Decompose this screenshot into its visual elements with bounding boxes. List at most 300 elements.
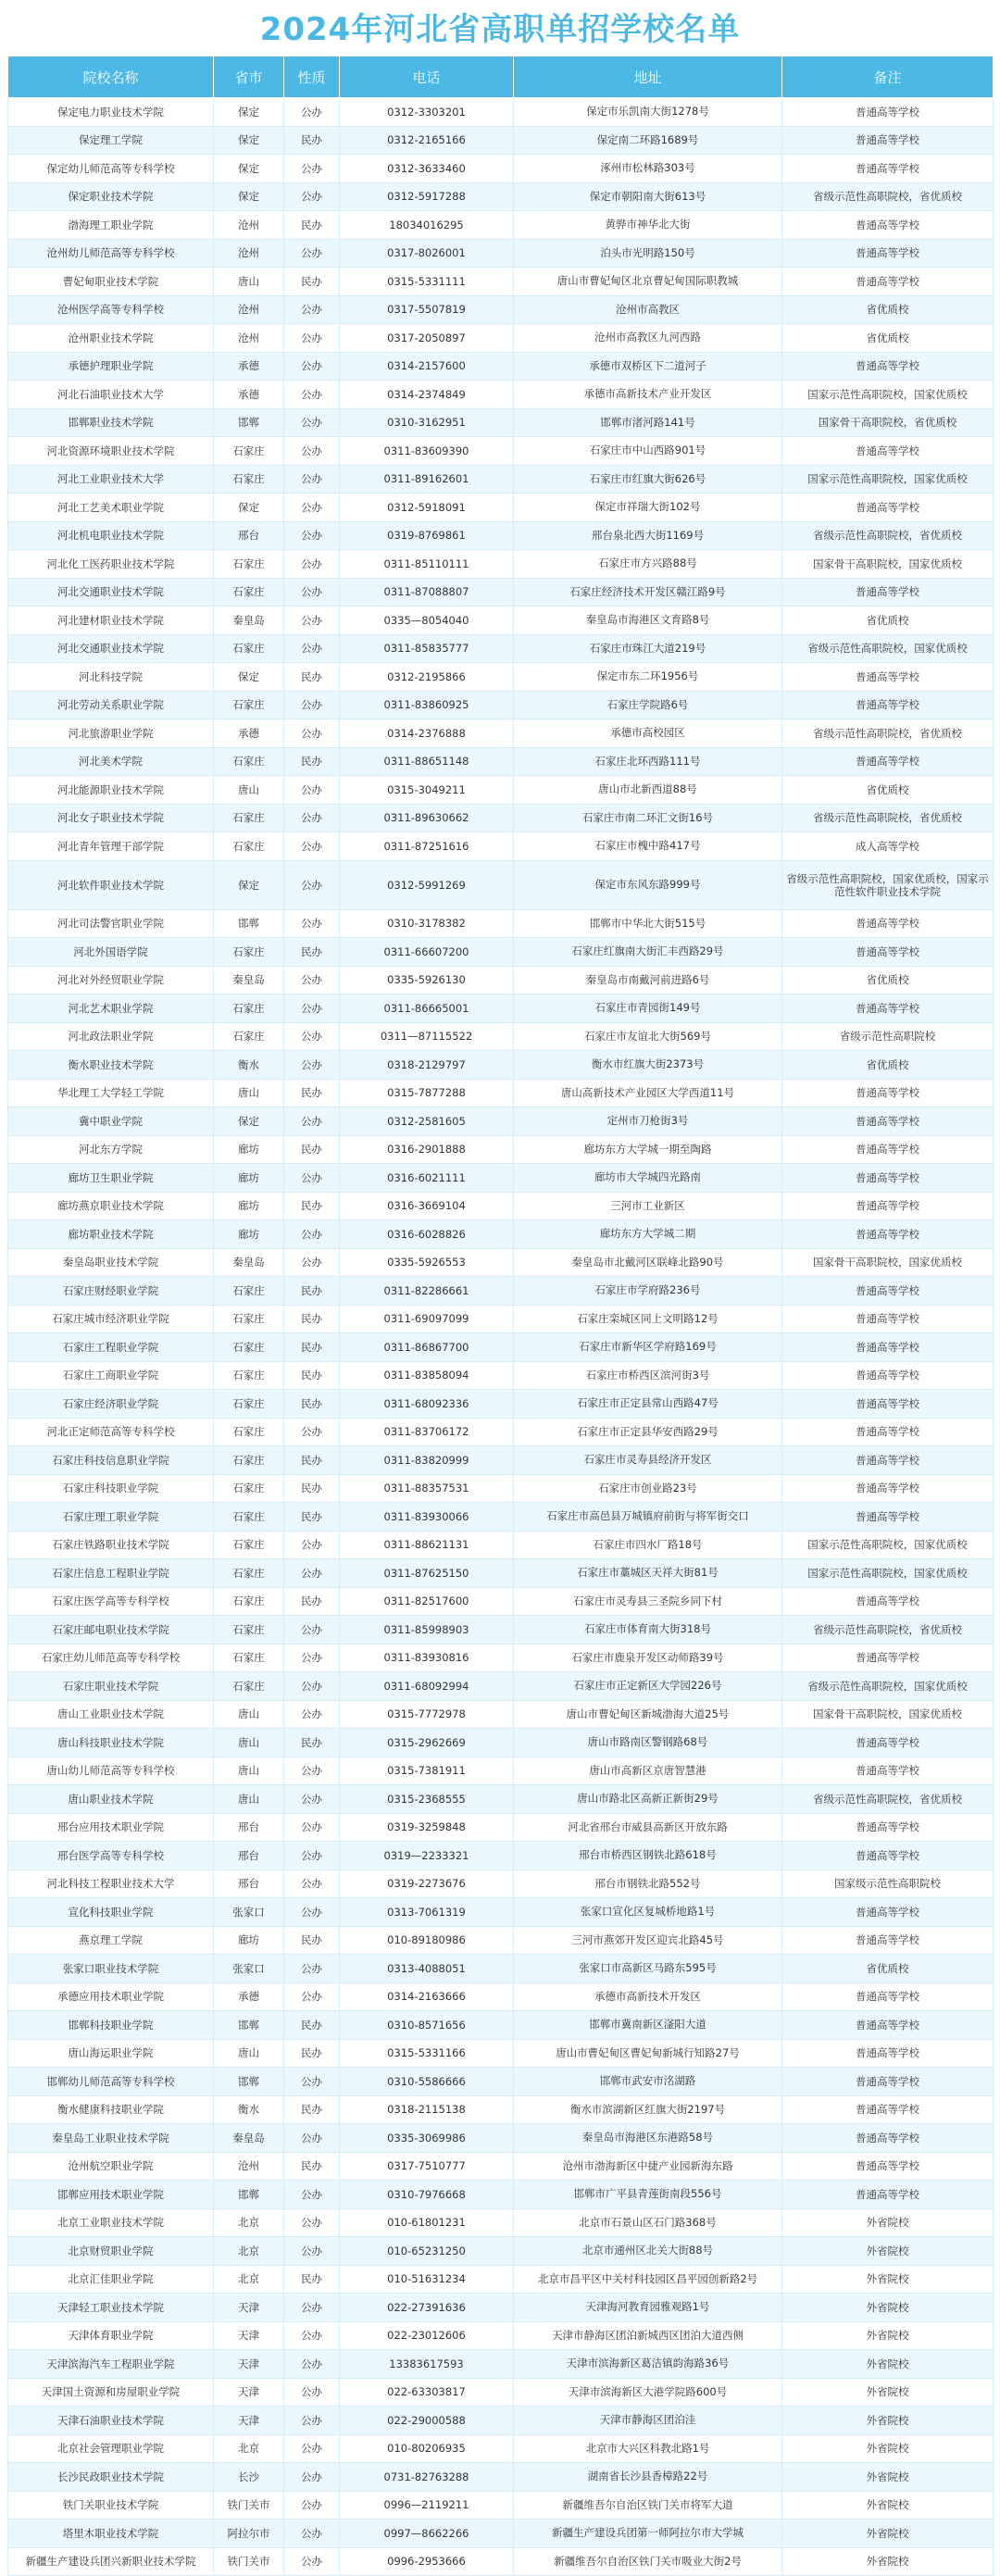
cell-address: 承德市双桥区下二道河子 — [514, 352, 782, 381]
cell-phone: 0312-5991269 — [340, 860, 514, 909]
cell-note: 普通高等学校 — [782, 2181, 994, 2209]
cell-address: 邯郸市武安市洺湖路 — [514, 2068, 782, 2096]
cell-school-name: 石家庄科技信息职业学院 — [8, 1446, 214, 1475]
cell-school-name: 秦皇岛工业职业技术学院 — [8, 2124, 214, 2153]
cell-city: 石家庄 — [214, 1022, 284, 1051]
cell-city: 沧州 — [214, 295, 284, 324]
cell-phone: 0314-2376888 — [340, 719, 514, 748]
table-row — [8, 909, 994, 938]
cell-school-name: 衡水健康科技职业学院 — [8, 2095, 214, 2124]
header-phone: 电话 — [340, 56, 514, 98]
cell-phone: 0335-5926553 — [340, 1248, 514, 1277]
cell-school-name: 河北工业职业技术大学 — [8, 465, 214, 494]
cell-address: 石家庄市南二环汇文街16号 — [514, 804, 782, 832]
cell-city: 邯郸 — [214, 2181, 284, 2209]
cell-address: 北京市通州区北关大街88号 — [514, 2237, 782, 2266]
cell-city: 唐山 — [214, 1700, 284, 1729]
table-row — [8, 1559, 994, 1588]
cell-address: 唐山市曹妃甸区新城渤海大道25号 — [514, 1700, 782, 1729]
cell-note: 国家骨干高职院校，国家优质校 — [782, 550, 994, 579]
cell-address: 唐山市高新区京唐智慧港 — [514, 1757, 782, 1785]
cell-note: 普通高等学校 — [782, 1757, 994, 1785]
table-row — [8, 1051, 994, 1080]
cell-school-name: 衡水职业技术学院 — [8, 1051, 214, 1080]
cell-phone: 0310-5586666 — [340, 2068, 514, 2096]
cell-note: 国家示范性高职院校，国家优质校 — [782, 465, 994, 494]
cell-address: 石家庄栾城区同上文明路12号 — [514, 1305, 782, 1333]
cell-type: 公办 — [284, 776, 340, 805]
cell-phone: 13383617593 — [340, 2350, 514, 2379]
cell-address: 唐山市曹妃甸区北京曹妃甸国际职教城 — [514, 268, 782, 296]
cell-address: 邢台泉北西大街1169号 — [514, 521, 782, 550]
cell-city: 石家庄 — [214, 578, 284, 606]
cell-note: 外省院校 — [782, 2237, 994, 2266]
cell-address: 涿州市松林路303号 — [514, 155, 782, 183]
table-row — [8, 1390, 994, 1419]
cell-type: 民办 — [284, 1305, 340, 1333]
table-row — [8, 2350, 994, 2379]
cell-type: 公办 — [284, 2321, 340, 2350]
table-row — [8, 747, 994, 776]
cell-phone: 0312-2195866 — [340, 663, 514, 692]
cell-city: 石家庄 — [214, 691, 284, 719]
table-row — [8, 2095, 994, 2124]
cell-phone: 0312-5918091 — [340, 494, 514, 522]
cell-school-name: 邢台医学高等专科学校 — [8, 1842, 214, 1870]
cell-city: 保定 — [214, 663, 284, 692]
cell-city: 阿拉尔市 — [214, 2520, 284, 2548]
cell-city: 保定 — [214, 1107, 284, 1136]
cell-type: 公办 — [284, 1898, 340, 1927]
cell-type: 公办 — [284, 1022, 340, 1051]
cell-address: 石家庄市创业路23号 — [514, 1474, 782, 1503]
cell-type: 公办 — [284, 381, 340, 409]
cell-school-name: 河北外国语学院 — [8, 938, 214, 967]
cell-school-name: 河北建材职业技术学院 — [8, 606, 214, 635]
cell-type: 民办 — [284, 747, 340, 776]
cell-address: 承德市高新技术产业开发区 — [514, 381, 782, 409]
table-row — [8, 1587, 994, 1616]
cell-type: 公办 — [284, 1955, 340, 1983]
cell-city: 铁门关市 — [214, 2547, 284, 2576]
cell-phone: 0311-87088807 — [340, 578, 514, 606]
cell-address: 石家庄红旗南大街汇丰西路29号 — [514, 938, 782, 967]
cell-note: 普通高等学校 — [782, 1813, 994, 1842]
cell-school-name: 石家庄工程职业学院 — [8, 1333, 214, 1362]
cell-phone: 0318-2115138 — [340, 2095, 514, 2124]
table-row — [8, 437, 994, 466]
cell-school-name: 河北机电职业技术学院 — [8, 521, 214, 550]
cell-note: 外省院校 — [782, 2547, 994, 2576]
cell-type: 公办 — [284, 909, 340, 938]
cell-city: 沧州 — [214, 2152, 284, 2181]
cell-type: 公办 — [284, 1107, 340, 1136]
table-row — [8, 2124, 994, 2153]
cell-type: 公办 — [284, 1785, 340, 1814]
cell-phone: 0319-2273676 — [340, 1869, 514, 1898]
cell-note: 普通高等学校 — [782, 1587, 994, 1616]
cell-type: 公办 — [284, 550, 340, 579]
table-row — [8, 2378, 994, 2407]
cell-address: 邯郸市广平县青莲街南段556号 — [514, 2181, 782, 2209]
cell-type: 民办 — [284, 938, 340, 967]
cell-city: 沧州 — [214, 324, 284, 353]
table-body — [8, 98, 994, 2576]
cell-city: 石家庄 — [214, 437, 284, 466]
cell-city: 铁门关市 — [214, 2491, 284, 2520]
cell-note: 普通高等学校 — [782, 1982, 994, 2011]
cell-phone: 0319—2233321 — [340, 1842, 514, 1870]
cell-type: 公办 — [284, 860, 340, 909]
cell-school-name: 沧州幼儿师范高等专科学校 — [8, 239, 214, 268]
cell-phone: 0311-82286661 — [340, 1277, 514, 1306]
cell-address: 石家庄市藁城区天祥大街81号 — [514, 1559, 782, 1588]
table-row — [8, 1700, 994, 1729]
cell-address: 石家庄北环西路111号 — [514, 747, 782, 776]
cell-address: 张家口宣化区复城桥地路1号 — [514, 1898, 782, 1927]
cell-address: 石家庄市桥西区滨河街3号 — [514, 1361, 782, 1390]
table-row — [8, 324, 994, 353]
cell-address: 北京市昌平区中关村科技园区昌平园创新路2号 — [514, 2265, 782, 2294]
cell-city: 石家庄 — [214, 747, 284, 776]
cell-type: 民办 — [284, 1390, 340, 1419]
cell-school-name: 河北旅游职业学院 — [8, 719, 214, 748]
cell-city: 石家庄 — [214, 1333, 284, 1362]
cell-school-name: 河北资源环境职业技术学院 — [8, 437, 214, 466]
cell-address: 秦皇岛市海港区东港路58号 — [514, 2124, 782, 2153]
cell-note: 外省院校 — [782, 2208, 994, 2237]
table-row — [8, 1135, 994, 1164]
cell-note: 国家骨干高职院校，国家优质校 — [782, 1248, 994, 1277]
cell-address: 天津市滨海新区葛洁镇韵海路36号 — [514, 2350, 782, 2379]
cell-city: 邯郸 — [214, 2068, 284, 2096]
table-row — [8, 691, 994, 719]
cell-phone: 0996—2119211 — [340, 2491, 514, 2520]
cell-note: 普通高等学校 — [782, 1503, 994, 1532]
cell-address: 邢台市钢铁北路552号 — [514, 1869, 782, 1898]
cell-note: 外省院校 — [782, 2463, 994, 2492]
cell-city: 石家庄 — [214, 1559, 284, 1588]
cell-school-name: 石家庄财经职业学院 — [8, 1277, 214, 1306]
cell-type: 公办 — [284, 691, 340, 719]
cell-note: 普通高等学校 — [782, 268, 994, 296]
table-row — [8, 1982, 994, 2011]
cell-note: 省级示范性高职院校，省优质校 — [782, 1785, 994, 1814]
cell-school-name: 石家庄工商职业学院 — [8, 1361, 214, 1390]
cell-school-name: 华北理工大学轻工学院 — [8, 1079, 214, 1107]
cell-phone: 010-65231250 — [340, 2237, 514, 2266]
cell-school-name: 石家庄经济职业学院 — [8, 1390, 214, 1419]
cell-address: 湖南省长沙县香樟路22号 — [514, 2463, 782, 2492]
cell-note: 普通高等学校 — [782, 1164, 994, 1193]
table-row — [8, 1361, 994, 1390]
cell-school-name: 长沙民政职业技术学院 — [8, 2463, 214, 2492]
cell-phone: 0315-5331166 — [340, 2039, 514, 2068]
cell-note: 普通高等学校 — [782, 1446, 994, 1475]
cell-phone: 022-23012606 — [340, 2321, 514, 2350]
cell-city: 邢台 — [214, 1869, 284, 1898]
cell-type: 民办 — [284, 268, 340, 296]
cell-note: 外省院校 — [782, 2378, 994, 2407]
table-row — [8, 776, 994, 805]
cell-school-name: 邯郸幼儿师范高等专科学校 — [8, 2068, 214, 2096]
cell-phone: 0311-87625150 — [340, 1559, 514, 1588]
cell-phone: 0731-82763288 — [340, 2463, 514, 2492]
cell-note: 国家示范性高职院校，国家优质校 — [782, 1531, 994, 1559]
cell-city: 邯郸 — [214, 909, 284, 938]
table-row — [8, 408, 994, 437]
cell-phone: 0315-5331111 — [340, 268, 514, 296]
cell-phone: 0311-88651148 — [340, 747, 514, 776]
cell-address: 石家庄经济技术开发区赣江路9号 — [514, 578, 782, 606]
cell-school-name: 曹妃甸职业技术学院 — [8, 268, 214, 296]
cell-phone: 0311-86665001 — [340, 994, 514, 1023]
cell-note: 普通高等学校 — [782, 1333, 994, 1362]
cell-city: 衡水 — [214, 1051, 284, 1080]
cell-city: 石家庄 — [214, 938, 284, 967]
cell-phone: 0316-3669104 — [340, 1192, 514, 1220]
table-row — [8, 1869, 994, 1898]
cell-school-name: 北京汇佳职业学院 — [8, 2265, 214, 2294]
cell-school-name: 河北软件职业技术学院 — [8, 860, 214, 909]
table-row — [8, 98, 994, 127]
table-row — [8, 1220, 994, 1249]
cell-address: 石家庄市方兴路88号 — [514, 550, 782, 579]
cell-phone: 0315-3049211 — [340, 776, 514, 805]
header-address: 地址 — [514, 56, 782, 98]
cell-note: 外省院校 — [782, 2491, 994, 2520]
cell-school-name: 河北科技工程职业技术大学 — [8, 1869, 214, 1898]
cell-note: 普通高等学校 — [782, 2095, 994, 2124]
cell-city: 保定 — [214, 98, 284, 127]
cell-city: 石家庄 — [214, 1390, 284, 1419]
cell-city: 长沙 — [214, 2463, 284, 2492]
cell-school-name: 河北交通职业技术学院 — [8, 634, 214, 663]
cell-phone: 0319-8769861 — [340, 521, 514, 550]
cell-type: 公办 — [284, 1248, 340, 1277]
cell-type: 公办 — [284, 578, 340, 606]
cell-address: 承德市高新技术开发区 — [514, 1982, 782, 2011]
header-type: 性质 — [284, 56, 340, 98]
cell-note: 国家骨干高职院校，国家优质校 — [782, 1700, 994, 1729]
cell-city: 天津 — [214, 2407, 284, 2435]
cell-phone: 0311-83820999 — [340, 1446, 514, 1475]
table-row — [8, 1022, 994, 1051]
cell-note: 外省院校 — [782, 2265, 994, 2294]
cell-school-name: 秦皇岛职业技术学院 — [8, 1248, 214, 1277]
cell-note: 国家级示范性高职院校 — [782, 1869, 994, 1898]
cell-school-name: 邯郸科技职业学院 — [8, 2011, 214, 2040]
table-row — [8, 381, 994, 409]
cell-school-name: 天津石油职业技术学院 — [8, 2407, 214, 2435]
table-row — [8, 1813, 994, 1842]
cell-address: 邢台市桥西区钢铁北路618号 — [514, 1842, 782, 1870]
cell-type: 民办 — [284, 1729, 340, 1757]
cell-type: 民办 — [284, 126, 340, 155]
cell-phone: 0311-68092336 — [340, 1390, 514, 1419]
table-row — [8, 1842, 994, 1870]
cell-city: 北京 — [214, 2237, 284, 2266]
cell-city: 张家口 — [214, 1898, 284, 1927]
cell-phone: 0315-7381911 — [340, 1757, 514, 1785]
cell-school-name: 河北能源职业技术学院 — [8, 776, 214, 805]
cell-type: 公办 — [284, 1644, 340, 1672]
cell-type: 公办 — [284, 1700, 340, 1729]
cell-school-name: 唐山科技职业技术学院 — [8, 1729, 214, 1757]
cell-address: 石家庄市四水厂路18号 — [514, 1531, 782, 1559]
cell-city: 北京 — [214, 2208, 284, 2237]
cell-school-name: 河北交通职业技术学院 — [8, 578, 214, 606]
cell-phone: 0317-5507819 — [340, 295, 514, 324]
cell-city: 衡水 — [214, 2095, 284, 2124]
cell-phone: 0311-85835777 — [340, 634, 514, 663]
cell-city: 廊坊 — [214, 1164, 284, 1193]
cell-address: 衡水市滨湖新区红旗大街2197号 — [514, 2095, 782, 2124]
cell-address: 石家庄市正定县华安西路29号 — [514, 1418, 782, 1446]
cell-type: 民办 — [284, 1587, 340, 1616]
cell-type: 公办 — [284, 437, 340, 466]
cell-school-name: 石家庄幼儿师范高等专科学校 — [8, 1644, 214, 1672]
cell-school-name: 石家庄医学高等专科学校 — [8, 1587, 214, 1616]
cell-note: 普通高等学校 — [782, 2124, 994, 2153]
cell-address: 石家庄市槐中路417号 — [514, 832, 782, 861]
cell-city: 保定 — [214, 126, 284, 155]
header-note: 备注 — [782, 56, 994, 98]
table-row — [8, 1418, 994, 1446]
cell-type: 公办 — [284, 606, 340, 635]
cell-phone: 010-51631234 — [340, 2265, 514, 2294]
cell-note: 普通高等学校 — [782, 938, 994, 967]
cell-type: 民办 — [284, 1277, 340, 1306]
cell-phone: 010-61801231 — [340, 2208, 514, 2237]
table-row — [8, 2068, 994, 2096]
cell-address: 北京市石景山区石门路368号 — [514, 2208, 782, 2237]
table-row — [8, 938, 994, 967]
cell-address: 唐山市路南区警钢路68号 — [514, 1729, 782, 1757]
cell-school-name: 廊坊职业技术学院 — [8, 1220, 214, 1249]
cell-phone: 0311—87115522 — [340, 1022, 514, 1051]
cell-note: 普通高等学校 — [782, 691, 994, 719]
cell-type: 公办 — [284, 2463, 340, 2492]
cell-note: 省优质校 — [782, 1051, 994, 1080]
table-row — [8, 1333, 994, 1362]
cell-school-name: 保定电力职业技术学院 — [8, 98, 214, 127]
cell-city: 沧州 — [214, 239, 284, 268]
cell-school-name: 河北正定师范高等专科学校 — [8, 1418, 214, 1446]
cell-city: 秦皇岛 — [214, 966, 284, 994]
table-row — [8, 2011, 994, 2040]
table-row — [8, 268, 994, 296]
cell-phone: 0315-2962669 — [340, 1729, 514, 1757]
cell-school-name: 河北政法职业学院 — [8, 1022, 214, 1051]
cell-type: 公办 — [284, 634, 340, 663]
cell-note: 外省院校 — [782, 2350, 994, 2379]
cell-note: 普通高等学校 — [782, 2152, 994, 2181]
cell-type: 公办 — [284, 1531, 340, 1559]
cell-city: 天津 — [214, 2321, 284, 2350]
cell-type: 民办 — [284, 2265, 340, 2294]
cell-city: 廊坊 — [214, 1220, 284, 1249]
cell-school-name: 冀中职业学院 — [8, 1107, 214, 1136]
cell-address: 保定市祥瑞大街102号 — [514, 494, 782, 522]
cell-type: 公办 — [284, 1220, 340, 1249]
cell-phone: 0311-83858094 — [340, 1361, 514, 1390]
cell-city: 石家庄 — [214, 1361, 284, 1390]
cell-type: 公办 — [284, 2124, 340, 2153]
cell-phone: 0311-82517600 — [340, 1587, 514, 1616]
table-row — [8, 2520, 994, 2548]
school-table — [7, 56, 994, 2576]
table-row — [8, 155, 994, 183]
cell-school-name: 石家庄职业技术学院 — [8, 1672, 214, 1701]
cell-type: 公办 — [284, 719, 340, 748]
cell-city: 石家庄 — [214, 1305, 284, 1333]
cell-school-name: 河北美术学院 — [8, 747, 214, 776]
cell-phone: 0312-2165166 — [340, 126, 514, 155]
cell-school-name: 河北劳动关系职业学院 — [8, 691, 214, 719]
cell-type: 民办 — [284, 1192, 340, 1220]
cell-note: 外省院校 — [782, 2321, 994, 2350]
table-row — [8, 1446, 994, 1475]
cell-note: 普通高等学校 — [782, 239, 994, 268]
cell-phone: 0318-2129797 — [340, 1051, 514, 1080]
cell-type: 公办 — [284, 832, 340, 861]
cell-school-name: 沧州医学高等专科学校 — [8, 295, 214, 324]
cell-phone: 0313-7061319 — [340, 1898, 514, 1927]
cell-city: 保定 — [214, 182, 284, 211]
cell-note: 外省院校 — [782, 2407, 994, 2435]
cell-address: 石家庄学院路6号 — [514, 691, 782, 719]
cell-phone: 0313-4088051 — [340, 1955, 514, 1983]
cell-school-name: 北京工业职业技术学院 — [8, 2208, 214, 2237]
cell-type: 民办 — [284, 1079, 340, 1107]
cell-type: 公办 — [284, 1869, 340, 1898]
cell-phone: 0317-8026001 — [340, 239, 514, 268]
cell-school-name: 燕京理工学院 — [8, 1926, 214, 1955]
cell-phone: 0311-69097099 — [340, 1305, 514, 1333]
cell-city: 保定 — [214, 860, 284, 909]
cell-school-name: 邯郸应用技术职业学院 — [8, 2181, 214, 2209]
cell-city: 石家庄 — [214, 804, 284, 832]
cell-phone: 0314-2374849 — [340, 381, 514, 409]
table-row — [8, 521, 994, 550]
cell-phone: 0312-2581605 — [340, 1107, 514, 1136]
cell-note: 普通高等学校 — [782, 1926, 994, 1955]
cell-note: 省级示范性高职院校，省优质校 — [782, 1616, 994, 1644]
cell-address: 保定市东风东路999号 — [514, 860, 782, 909]
cell-type: 公办 — [284, 1842, 340, 1870]
cell-school-name: 沧州航空职业学院 — [8, 2152, 214, 2181]
table-row — [8, 2434, 994, 2463]
cell-phone: 0311-83930816 — [340, 1644, 514, 1672]
cell-city: 天津 — [214, 2378, 284, 2407]
cell-address: 三河市工业新区 — [514, 1192, 782, 1220]
table-row — [8, 1729, 994, 1757]
cell-type: 公办 — [284, 239, 340, 268]
cell-phone: 022-29000588 — [340, 2407, 514, 2435]
cell-note: 普通高等学校 — [782, 1898, 994, 1927]
table-row — [8, 1898, 994, 1927]
cell-city: 承德 — [214, 352, 284, 381]
cell-phone: 0314-2163666 — [340, 1982, 514, 2011]
cell-phone: 0311-86867700 — [340, 1333, 514, 1362]
cell-address: 石家庄市中山西路901号 — [514, 437, 782, 466]
cell-school-name: 唐山工业职业技术学院 — [8, 1700, 214, 1729]
cell-note: 省优质校 — [782, 324, 994, 353]
cell-note: 普通高等学校 — [782, 1107, 994, 1136]
cell-note: 普通高等学校 — [782, 2068, 994, 2096]
cell-school-name: 北京财贸职业学院 — [8, 2237, 214, 2266]
